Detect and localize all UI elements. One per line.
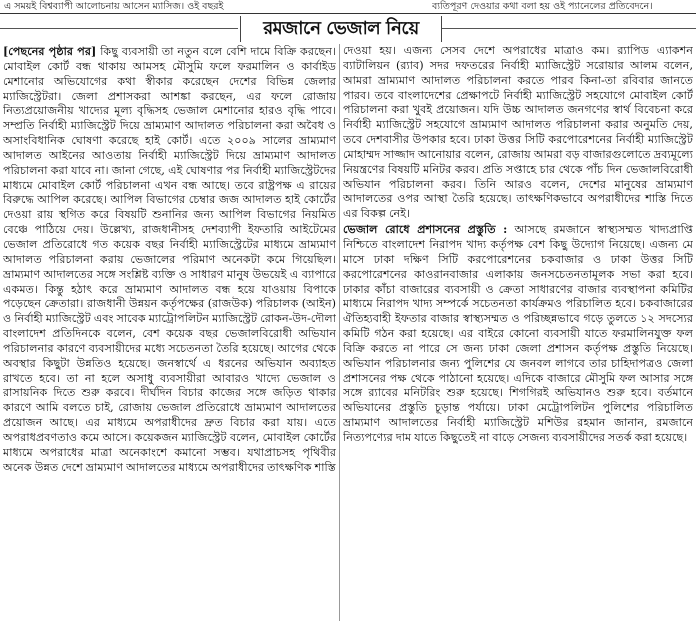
left-column-body: কিছু ব্যবসায়ী তা নতুন বলে বেশি দামে বিক্রি করছেন। মোবাইল কোর্ট বন্ধ থাকায় আমসহ মৌসুমি ফলে ফরমালিন ও কার্বাইড মেশানোর অভিযোগের কথা স্বীকার করেছেন দেশের বিভিন্ন জেলার ম্যাজিস্ট্রেটরা। জেলা প্রশাসকরা আশঙ্কা করছেন, এর ফলে রোজায় নিত্যপ্রয়োজনীয় খাদ্যের মূল্য বৃদ্ধিসহ ভেজাল মেশানোর হারও বৃদ্ধি পাবে। সম্প্রতি নির্বাহী ম্যাজিস্ট্রেট দিয়ে ভ্রাম্যমাণ আদালত পরিচালনা করা অবৈধ ও অসাংবিধানিক ঘোষণা করেছে হাই কোর্ট। এতে ২০০৯ সালের ভ্রাম্যমাণ আদালত আইনের আওতায় নির্বাহী ম্যাজিস্ট্রেট দিয়ে ভ্রাম্যমাণ আদালত পরিচালনা করা যাবে না। জানা গেছে, এই ঘোষণার পর নির্বাহী ম্যাজিস্ট্রেটদের মাধ্যমে মোবাইল কোর্ট পরিচালনা এখন বন্ধ আছে। তবে রাষ্ট্রপক্ষ এ রায়ের বিরুদ্ধে আপিল করেছে। আপিল বিভাগের চেম্বার জজ আদালত হাই কোর্টের দেওয়া রায় স্থগিত করে বিষয়টি শুনানির জন্য আপিল বিভাগের নিয়মিত বেঞ্চে পাঠিয়ে দেয়। উল্লেখ্য, রাজধানীসহ দেশব্যাপী ইফতারি আইটেমের ভেজাল প্রতিরোধে গত কয়েক বছর নির্বাহী ম্যাজিস্ট্রেটের মাধ্যমে ভ্রাম্যমাণ আদালত পরিচালনা করায় ভেজালের পরিমাণ অনেকটা কমে গিয়েছিল। ভ্রাম্যমাণ আদালতের সঙ্গে সংশ্লিষ্ট ব্যক্তি ও সাধারণ মানুষ উভয়েই এ ব্যাপারে একমত। কিন্তু হঠাৎ করে ভ্রাম্যমাণ আদালত বন্ধ হয়ে যাওয়ায় বিপাকে পড়েছেন ক্রেতারা। রাজধানী উন্নয়ন কর্তৃপক্ষের (রাজউক) পরিচালক (আইন) ও নির্বাহী ম্যাজিস্ট্রেট এবং সাবেক ম্যাট্রোপলিটন ম্যাজিস্ট্রেট রোকন-উদ-দৌলা বাংলাদেশ প্রতিদিনকে বলেন, বেশ কয়েক বছর ভেজালবিরোধী অভিযান পরিচালনার কারণে ব্যবসায়ীদের মধ্যে সচেতনতা তৈরি হয়েছে। আগের থেকে অবস্থার কিছুটা উন্নতিও হয়েছে। জনস্বার্থে এ ধরনের অভিযান অব্যাহত রাখতে হবে। তা না হলে অসাধু ব্যবসায়ীরা আবারও খাদ্যে ভেজাল ও রাসায়নিক দিতে শুরু করবে। দীর্ঘদিন বিচার কাজের সঙ্গে জড়িত থাকার কারণে আমি বলতে চাই, রোজায় ভেজাল প্রতিরোধে ভ্রাম্যমাণ আদালতের প্রয়োজন আছে। এর মাধ্যমে অপরাধীদের দ্রুত বিচার করা যায়। এতে অপরাধপ্রবণতাও কমে আসে। কয়েকজন ম্যাজিস্ট্রেট বলেন, মোবাইল কোর্টের মাধ্যমে অপরাধের মাত্রা অনেকাংশে কমানো সম্ভব। যথাপ্রাচসহ পৃথিবীর অনেক উন্নত দেশে ভ্রাম্যমাণ আদালতের মাধ্যমে অপরাধীদের তাৎক্ষণিক শাস্তি <box>3 45 336 474</box>
previous-article-tail-right: ব্যতিপূরণ দেওয়ার কথা বলা হয় ওই প্যানেলের প্রতিবেদনে। <box>432 1 653 12</box>
headline-rule-left <box>0 28 238 29</box>
top-divider <box>0 13 696 14</box>
column-divider <box>339 44 340 621</box>
article-column-right <box>343 44 693 621</box>
subheading: ভেজাল রোধে প্রশাসনের প্রস্তুতি : <box>343 222 508 237</box>
headline-text: রমজানে ভেজাল নিয়ে <box>263 18 419 39</box>
right-column-paragraph-1: দেওয়া হয়। এজন্য সেসব দেশে অপরাধের মাত্রাও কম। র‌্যাপিড এ্যাকশন ব্যাটালিয়ন (র‌্যাব) সদর দফতরের নির্বাহী ম্যাজিস্ট্রেট সরোয়ার আলম বলেন, আমরা ভ্রাম্যমাণ আদালত পরিচালনা করতে পারব কিনা-তা রবিবার জানতে পারব। তবে বাংলাদেশের প্রেক্ষাপটে নির্বাহী ম্যাজিস্ট্রেট সহযোগে মোবাইল কোর্ট পরিচালনা করা খুবই প্রয়োজন। যদি উচ্চ আদালত জনগণের স্বার্থ বিবেচনা করে নির্বাহী ম্যাজিস্ট্রেট সহযোগে ভ্রাম্যমাণ আদালত পরিচালনা করার অনুমতি দেয়, তবে দেশবাসীর উপকার হবে। ঢাকা উত্তর সিটি করপোরেশনের নির্বাহী ম্যাজিস্ট্রেট মোহাম্মদ সাজ্জাদ আনোয়ার বলেন, রোজায় আমরা বড় বাজারগুলোতে দ্রব্যমূল্যে নিয়ন্ত্রণের বিষয়টি মনিটর করব। প্রতি সপ্তাহে চার থেকে পাঁচ দিন ভেজালবিরোধী অভিযান পরিচালনা করব। তিনি আরও বলেন, দেশের মানুষের ভ্রাম্যমাণ আদালতের ওপর আস্থা তৈরি হয়েছে। তাৎক্ষণিকভাবে অপরাধীদের শাস্তি দিতে এর বিকল্প নেই। <box>343 44 693 221</box>
previous-article-tail-left: এ সময়ই বিশ্বব্যাপী আলোচনায় আসেন ম্যাসিজ। ওই বছরই <box>4 1 224 12</box>
right-column-body-2: আসছে রমজানে স্বাস্থ্যসম্মত খাদ্যপ্রাপ্তি নিশ্চিতে বাংলাদেশ নিরাপদ খাদ্য কর্তৃপক্ষ বেশ কিছু উদ্যোগ নিয়েছে। এজন্য মে মাসে ঢাকা দক্ষিণ সিটি করপোরেশনের চকবাজার ও ঢাকা উত্তর সিটি করপোরেশনের কাওরানবাজার এলাকায় জনসচেতনতামূলক সভা করা হবে। ঢাকার কাঁচা বাজারের ব্যবসায়ী ও ক্রেতা সাধারণের বাজার ব্যবস্থাপনা কমিটির মাধ্যমে নিরাপদ খাদ্য সম্পর্কে সচেতনতা কার্যক্রমও পরিচালিত হবে। চকবাজারের ঐতিহ্যবাহী ইফতার বাজার স্বাস্থ্যসম্মত ও পরিচ্ছন্নভাবে গড়ে তুলতে ১২ সদস্যের কমিটি গঠন করা হয়েছে। এর বাইরে কোনো ব্যবসায়ী যাতে ফরমালিনযুক্ত ফল বিক্রি করতে না পারে সে জন্য ঢাকা জেলা প্রশাসন কর্তৃপক্ষ প্রস্তুতি নিয়েছে। অভিযান পরিচালনার জন্য পুলিশের যে জনবল লাগবে তার চাহিদাপত্রও জেলা প্রশাসনের পক্ষ থেকে পাঠানো হয়েছে। এদিকে বাজারে মৌসুমি ফল আসার সঙ্গে সঙ্গে র‌্যাবের মনিটরিং শুরু হয়েছে। শিগগিরই অভিযানও শুরু হবে। বর্তমানে অভিযানের প্রস্তুতি চূড়ান্ত পর্যায়ে। ঢাকা মেট্রোপলিটন পুলিশের পরিচালিত ভ্রাম্যমাণ আদালতের নির্বাহী ম্যাজিস্ট্রেট মশিউর রহমান জানান, রমজানে নিত্যপণ্যের দাম যাতে কিছুতেই না বাড়ে সেজন্য ব্যবসায়ীদের সতর্ক করা হয়েছে। <box>343 223 693 444</box>
continued-from-label: [পেছনের পৃষ্ঠার পর] <box>3 44 97 58</box>
article-column-left <box>3 44 336 621</box>
right-column-paragraph-2 <box>343 222 693 446</box>
left-column-paragraph <box>3 44 336 475</box>
headline <box>240 16 442 42</box>
headline-rule-right <box>442 28 696 29</box>
